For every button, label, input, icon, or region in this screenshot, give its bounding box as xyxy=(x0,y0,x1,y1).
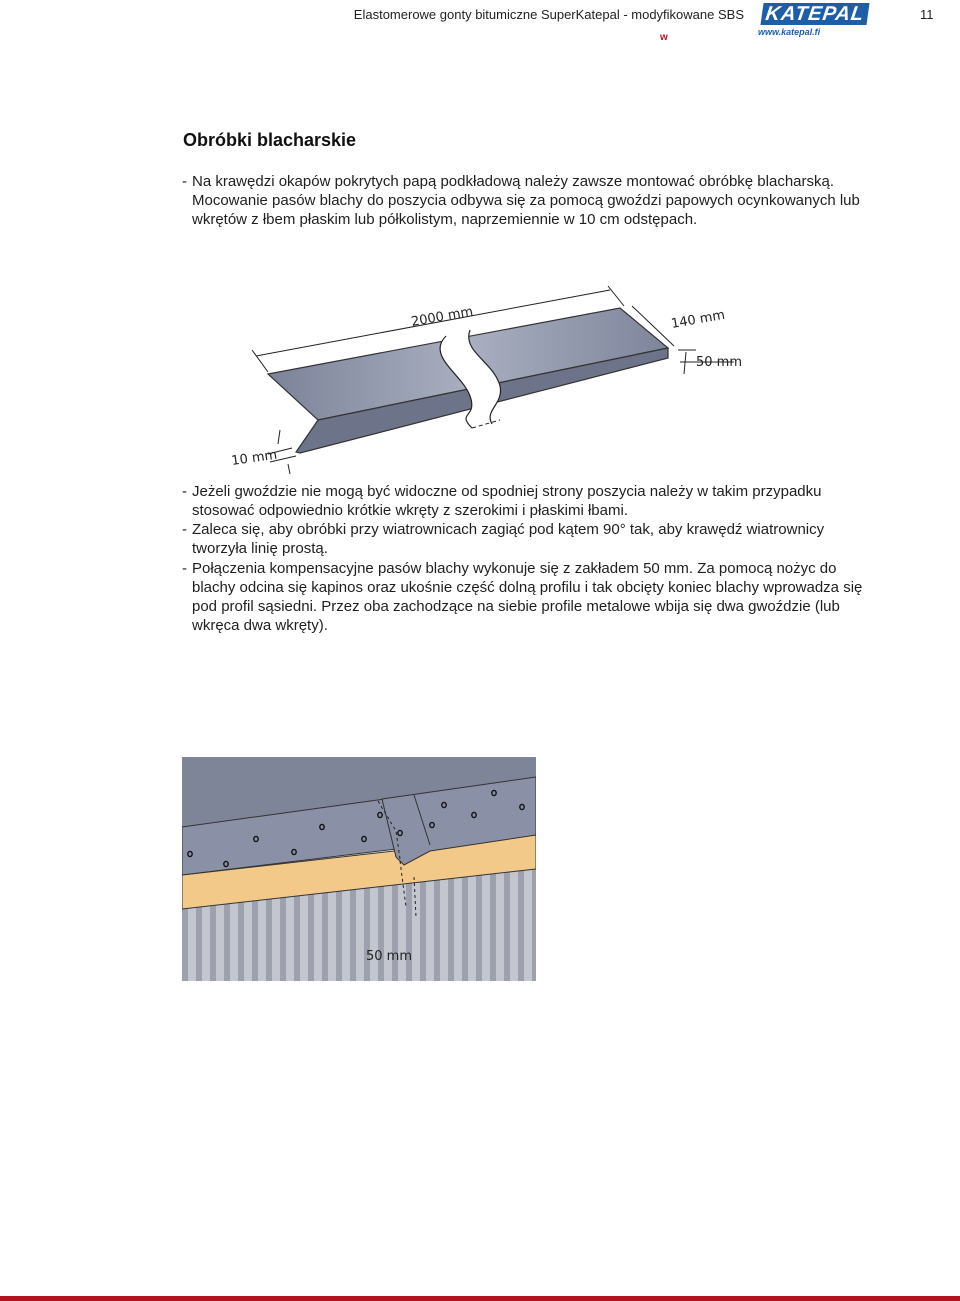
header-mark: w xyxy=(660,32,668,43)
bullet-dash: - xyxy=(182,560,187,577)
page-number: 11 xyxy=(920,7,934,22)
paragraph-text: Jeżeli gwoździe nie mogą być widoczne od spodniej strony poszycia należy w takim przypadku stosować odpowiednio krótkie wkręty z szerokimi i płaskimi łbami. xyxy=(192,483,822,519)
paragraph-barge-boards xyxy=(182,520,882,558)
paragraph-text: Zaleca się, aby obróbki przy wiatrownicach zagiąć pod kątem 90° tak, aby krawędź wiatrownicy tworzyła linię prostą. xyxy=(192,521,825,557)
bullet-dash: - xyxy=(182,483,187,500)
katepal-logo xyxy=(756,0,870,40)
logo-url: www.katepal.fi xyxy=(758,27,821,37)
document-header-title: Elastomerowe gonty bitumiczne SuperKatepal - modyfikowane SBS xyxy=(353,7,744,22)
footer-rule xyxy=(0,1296,960,1301)
flashing-overlap-diagram xyxy=(182,757,536,981)
section-title: Obróbki blacharskie xyxy=(183,130,357,150)
flashing-profile-diagram xyxy=(200,278,760,478)
dimension-drop-label: 50 mm xyxy=(696,355,743,370)
paragraph-text: Na krawędzi okapów pokrytych papą podkładową należy zawsze montować obróbkę blacharską. Mocowanie pasów blachy do poszycia odbywa się za pomocą gwoździ papowych ocynkowanych lub wkrętów z łbem płaskim lub półkolistym, naprzemiennie w 10 cm odstępach. xyxy=(192,173,860,228)
paragraph-text: Połączenia kompensacyjne pasów blachy wykonuje się z zakładem 50 mm. Za pomocą nożyc do blachy odcina się kapinos oraz ukośnie część dolną profilu i tak obcięty koniec blachy wprowadza się pod profil sąsiedni. Przez oba zachodzące na siebie profile metalowe wbija się dwa gwoździe (lub wkręca dwa wkręty). xyxy=(192,560,863,634)
bullet-dash: - xyxy=(182,521,187,538)
bullet-dash: - xyxy=(182,173,187,190)
paragraph-short-screws xyxy=(182,482,882,520)
logo-wordmark: KATEPAL xyxy=(760,3,869,25)
overlap-dimension-label: 50 mm xyxy=(366,949,413,964)
paragraph-compensation-joints xyxy=(182,559,882,635)
paragraph-eaves-flashing xyxy=(182,172,882,229)
dimension-width-label: 140 mm xyxy=(670,307,727,332)
dimension-lip-label: 10 mm xyxy=(230,447,279,469)
dimension-length-label: 2000 mm xyxy=(410,304,475,330)
